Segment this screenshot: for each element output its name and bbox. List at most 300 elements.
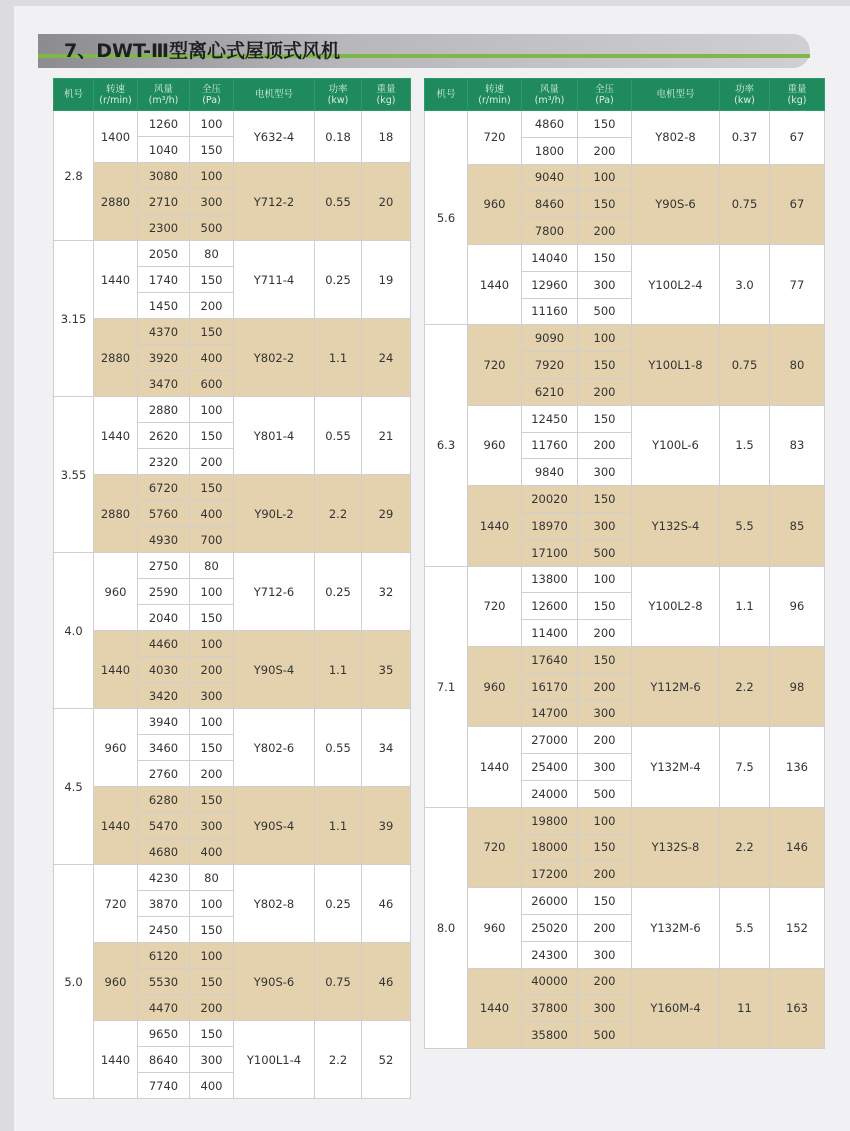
pressure-cell: 100 bbox=[578, 164, 632, 191]
airflow-cell: 3420 bbox=[138, 683, 190, 709]
airflow-cell: 4680 bbox=[138, 839, 190, 865]
pressure-cell: 150 bbox=[578, 244, 632, 271]
table-header-row bbox=[54, 79, 411, 111]
power-cell: 5.5 bbox=[720, 888, 770, 968]
table-row bbox=[425, 968, 825, 995]
pressure-cell: 300 bbox=[578, 941, 632, 968]
airflow-cell: 20020 bbox=[522, 486, 578, 513]
airflow-cell: 2750 bbox=[138, 553, 190, 579]
weight-cell: 96 bbox=[770, 566, 825, 646]
machine-no-cell: 2.8 bbox=[54, 111, 94, 241]
speed-cell: 960 bbox=[94, 553, 138, 631]
weight-cell: 21 bbox=[362, 397, 411, 475]
power-cell: 2.2 bbox=[315, 475, 362, 553]
weight-cell: 35 bbox=[362, 631, 411, 709]
table-row bbox=[54, 111, 411, 137]
machine-no-cell: 3.55 bbox=[54, 397, 94, 553]
table-row bbox=[425, 111, 825, 138]
airflow-cell: 1740 bbox=[138, 267, 190, 293]
airflow-cell: 2040 bbox=[138, 605, 190, 631]
airflow-cell: 2050 bbox=[138, 241, 190, 267]
airflow-cell: 2320 bbox=[138, 449, 190, 475]
power-cell: 0.55 bbox=[315, 163, 362, 241]
header-speed: 转速 (r/min) bbox=[468, 79, 522, 111]
speed-cell: 1440 bbox=[468, 244, 522, 324]
pressure-cell: 500 bbox=[190, 215, 234, 241]
table-row bbox=[425, 325, 825, 352]
pressure-cell: 400 bbox=[190, 501, 234, 527]
weight-cell: 24 bbox=[362, 319, 411, 397]
airflow-cell: 12960 bbox=[522, 271, 578, 298]
machine-no-cell: 4.5 bbox=[54, 709, 94, 865]
weight-cell: 98 bbox=[770, 646, 825, 726]
header-weight: 重量 (kg) bbox=[770, 79, 825, 111]
weight-cell: 136 bbox=[770, 727, 825, 807]
airflow-cell: 3470 bbox=[138, 371, 190, 397]
pressure-cell: 150 bbox=[190, 605, 234, 631]
airflow-cell: 3940 bbox=[138, 709, 190, 735]
airflow-cell: 4370 bbox=[138, 319, 190, 345]
weight-cell: 18 bbox=[362, 111, 411, 163]
motor-model-cell: Y100L2-4 bbox=[632, 244, 720, 324]
pressure-cell: 150 bbox=[190, 267, 234, 293]
airflow-cell: 12450 bbox=[522, 405, 578, 432]
machine-no-cell: 8.0 bbox=[425, 807, 468, 1048]
motor-model-cell: Y711-4 bbox=[234, 241, 315, 319]
table-row bbox=[54, 397, 411, 423]
power-cell: 5.5 bbox=[720, 486, 770, 566]
pressure-cell: 100 bbox=[190, 111, 234, 137]
pressure-cell: 150 bbox=[190, 1021, 234, 1047]
table-row bbox=[425, 566, 825, 593]
pressure-cell: 300 bbox=[578, 700, 632, 727]
power-cell: 0.75 bbox=[315, 943, 362, 1021]
airflow-cell: 11160 bbox=[522, 298, 578, 325]
pressure-cell: 300 bbox=[190, 189, 234, 215]
power-cell: 2.2 bbox=[315, 1021, 362, 1099]
power-cell: 0.25 bbox=[315, 865, 362, 943]
weight-cell: 46 bbox=[362, 943, 411, 1021]
pressure-cell: 400 bbox=[190, 1073, 234, 1099]
table-row bbox=[54, 475, 411, 501]
speed-cell: 2880 bbox=[94, 475, 138, 553]
header-motor-model: 电机型号 bbox=[234, 79, 315, 111]
airflow-cell: 24300 bbox=[522, 941, 578, 968]
pressure-cell: 200 bbox=[190, 657, 234, 683]
airflow-cell: 19800 bbox=[522, 807, 578, 834]
airflow-cell: 8460 bbox=[522, 191, 578, 218]
machine-no-cell: 4.0 bbox=[54, 553, 94, 709]
weight-cell: 80 bbox=[770, 325, 825, 405]
motor-model-cell: Y132S-8 bbox=[632, 807, 720, 887]
airflow-cell: 4460 bbox=[138, 631, 190, 657]
airflow-cell: 37800 bbox=[522, 995, 578, 1022]
pressure-cell: 100 bbox=[190, 891, 234, 917]
motor-model-cell: Y90L-2 bbox=[234, 475, 315, 553]
header-airflow: 风量 (m³/h) bbox=[522, 79, 578, 111]
pressure-cell: 150 bbox=[578, 593, 632, 620]
table-row bbox=[425, 486, 825, 513]
airflow-cell: 4930 bbox=[138, 527, 190, 553]
weight-cell: 83 bbox=[770, 405, 825, 485]
weight-cell: 32 bbox=[362, 553, 411, 631]
airflow-cell: 13800 bbox=[522, 566, 578, 593]
motor-model-cell: Y801-4 bbox=[234, 397, 315, 475]
airflow-cell: 14040 bbox=[522, 244, 578, 271]
airflow-cell: 7920 bbox=[522, 352, 578, 379]
airflow-cell: 4860 bbox=[522, 111, 578, 138]
weight-cell: 67 bbox=[770, 164, 825, 244]
airflow-cell: 3460 bbox=[138, 735, 190, 761]
motor-model-cell: Y132M-4 bbox=[632, 727, 720, 807]
table-row bbox=[54, 319, 411, 345]
table-row bbox=[54, 163, 411, 189]
table-row bbox=[54, 709, 411, 735]
airflow-cell: 1800 bbox=[522, 137, 578, 164]
speed-cell: 720 bbox=[468, 325, 522, 405]
speed-cell: 1440 bbox=[468, 486, 522, 566]
motor-model-cell: Y90S-4 bbox=[234, 787, 315, 865]
table-row bbox=[425, 244, 825, 271]
power-cell: 2.2 bbox=[720, 807, 770, 887]
power-cell: 3.0 bbox=[720, 244, 770, 324]
table-row bbox=[54, 865, 411, 891]
motor-model-cell: Y632-4 bbox=[234, 111, 315, 163]
airflow-cell: 35800 bbox=[522, 1022, 578, 1049]
table-row bbox=[54, 553, 411, 579]
weight-cell: 46 bbox=[362, 865, 411, 943]
motor-model-cell: Y132M-6 bbox=[632, 888, 720, 968]
motor-model-cell: Y802-2 bbox=[234, 319, 315, 397]
machine-no-cell: 6.3 bbox=[425, 325, 468, 566]
pressure-cell: 200 bbox=[578, 673, 632, 700]
header-power: 功率 (kw) bbox=[315, 79, 362, 111]
airflow-cell: 6280 bbox=[138, 787, 190, 813]
airflow-cell: 25400 bbox=[522, 754, 578, 781]
power-cell: 1.5 bbox=[720, 405, 770, 485]
airflow-cell: 4470 bbox=[138, 995, 190, 1021]
pressure-cell: 300 bbox=[578, 754, 632, 781]
airflow-cell: 25020 bbox=[522, 914, 578, 941]
airflow-cell: 12600 bbox=[522, 593, 578, 620]
power-cell: 2.2 bbox=[720, 646, 770, 726]
airflow-cell: 2620 bbox=[138, 423, 190, 449]
pressure-cell: 150 bbox=[190, 787, 234, 813]
speed-cell: 1440 bbox=[94, 241, 138, 319]
pressure-cell: 80 bbox=[190, 241, 234, 267]
table-row bbox=[54, 1021, 411, 1047]
power-cell: 1.1 bbox=[315, 787, 362, 865]
speed-cell: 1440 bbox=[94, 787, 138, 865]
speed-cell: 960 bbox=[94, 943, 138, 1021]
pressure-cell: 300 bbox=[578, 271, 632, 298]
airflow-cell: 26000 bbox=[522, 888, 578, 915]
motor-model-cell: Y90S-4 bbox=[234, 631, 315, 709]
pressure-cell: 150 bbox=[190, 475, 234, 501]
table-row bbox=[425, 405, 825, 432]
weight-cell: 152 bbox=[770, 888, 825, 968]
pressure-cell: 150 bbox=[578, 111, 632, 138]
speed-cell: 1440 bbox=[94, 397, 138, 475]
pressure-cell: 600 bbox=[190, 371, 234, 397]
pressure-cell: 200 bbox=[578, 727, 632, 754]
airflow-cell: 11760 bbox=[522, 432, 578, 459]
power-cell: 0.25 bbox=[315, 241, 362, 319]
airflow-cell: 6210 bbox=[522, 378, 578, 405]
airflow-cell: 17640 bbox=[522, 646, 578, 673]
header-weight: 重量 (kg) bbox=[362, 79, 411, 111]
pressure-cell: 200 bbox=[190, 761, 234, 787]
pressure-cell: 100 bbox=[190, 943, 234, 969]
pressure-cell: 500 bbox=[578, 780, 632, 807]
pressure-cell: 300 bbox=[190, 813, 234, 839]
speed-cell: 1440 bbox=[94, 631, 138, 709]
motor-model-cell: Y90S-6 bbox=[632, 164, 720, 244]
airflow-cell: 16170 bbox=[522, 673, 578, 700]
spec-table-left bbox=[53, 78, 411, 1099]
pressure-cell: 150 bbox=[578, 888, 632, 915]
section-title-bar bbox=[38, 34, 810, 68]
power-cell: 0.55 bbox=[315, 709, 362, 787]
spec-table-right bbox=[424, 78, 825, 1049]
table-row bbox=[425, 646, 825, 673]
header-machine-no: 机号 bbox=[425, 79, 468, 111]
airflow-cell: 9840 bbox=[522, 459, 578, 486]
pressure-cell: 150 bbox=[578, 486, 632, 513]
airflow-cell: 2710 bbox=[138, 189, 190, 215]
pressure-cell: 150 bbox=[578, 352, 632, 379]
weight-cell: 19 bbox=[362, 241, 411, 319]
header-power: 功率 (kw) bbox=[720, 79, 770, 111]
header-airflow: 风量 (m³/h) bbox=[138, 79, 190, 111]
table-row bbox=[425, 807, 825, 834]
weight-cell: 85 bbox=[770, 486, 825, 566]
pressure-cell: 200 bbox=[190, 293, 234, 319]
pressure-cell: 200 bbox=[578, 968, 632, 995]
motor-model-cell: Y90S-6 bbox=[234, 943, 315, 1021]
pressure-cell: 150 bbox=[578, 191, 632, 218]
pressure-cell: 200 bbox=[190, 449, 234, 475]
power-cell: 0.18 bbox=[315, 111, 362, 163]
airflow-cell: 1260 bbox=[138, 111, 190, 137]
airflow-cell: 2300 bbox=[138, 215, 190, 241]
speed-cell: 720 bbox=[468, 807, 522, 887]
pressure-cell: 500 bbox=[578, 298, 632, 325]
airflow-cell: 5530 bbox=[138, 969, 190, 995]
header-motor-model: 电机型号 bbox=[632, 79, 720, 111]
header-speed: 转速 (r/min) bbox=[94, 79, 138, 111]
pressure-cell: 400 bbox=[190, 839, 234, 865]
section-title: 7、DWT-Ⅲ型离心式屋顶式风机 bbox=[64, 40, 340, 62]
weight-cell: 67 bbox=[770, 111, 825, 165]
pressure-cell: 150 bbox=[190, 423, 234, 449]
pressure-cell: 200 bbox=[190, 995, 234, 1021]
motor-model-cell: Y712-2 bbox=[234, 163, 315, 241]
header-pressure: 全压 (Pa) bbox=[190, 79, 234, 111]
airflow-cell: 18970 bbox=[522, 512, 578, 539]
machine-no-cell: 7.1 bbox=[425, 566, 468, 807]
header-pressure: 全压 (Pa) bbox=[578, 79, 632, 111]
motor-model-cell: Y132S-4 bbox=[632, 486, 720, 566]
pressure-cell: 150 bbox=[190, 319, 234, 345]
pressure-cell: 100 bbox=[578, 807, 632, 834]
pressure-cell: 150 bbox=[190, 917, 234, 943]
pressure-cell: 100 bbox=[578, 325, 632, 352]
pressure-cell: 150 bbox=[578, 405, 632, 432]
pressure-cell: 500 bbox=[578, 1022, 632, 1049]
speed-cell: 960 bbox=[94, 709, 138, 787]
airflow-cell: 11400 bbox=[522, 620, 578, 647]
airflow-cell: 4230 bbox=[138, 865, 190, 891]
airflow-cell: 9090 bbox=[522, 325, 578, 352]
pressure-cell: 300 bbox=[578, 512, 632, 539]
machine-no-cell: 5.6 bbox=[425, 111, 468, 325]
motor-model-cell: Y160M-4 bbox=[632, 968, 720, 1048]
weight-cell: 146 bbox=[770, 807, 825, 887]
motor-model-cell: Y100L2-8 bbox=[632, 566, 720, 646]
power-cell: 11 bbox=[720, 968, 770, 1048]
airflow-cell: 1040 bbox=[138, 137, 190, 163]
pressure-cell: 150 bbox=[190, 735, 234, 761]
weight-cell: 77 bbox=[770, 244, 825, 324]
airflow-cell: 4030 bbox=[138, 657, 190, 683]
weight-cell: 29 bbox=[362, 475, 411, 553]
power-cell: 0.55 bbox=[315, 397, 362, 475]
pressure-cell: 400 bbox=[190, 345, 234, 371]
airflow-cell: 9650 bbox=[138, 1021, 190, 1047]
airflow-cell: 40000 bbox=[522, 968, 578, 995]
table-row bbox=[425, 727, 825, 754]
pressure-cell: 500 bbox=[578, 539, 632, 566]
table-row bbox=[54, 943, 411, 969]
motor-model-cell: Y112M-6 bbox=[632, 646, 720, 726]
pressure-cell: 200 bbox=[578, 137, 632, 164]
speed-cell: 720 bbox=[468, 111, 522, 165]
pressure-cell: 150 bbox=[578, 834, 632, 861]
airflow-cell: 9040 bbox=[522, 164, 578, 191]
table-row bbox=[425, 888, 825, 915]
airflow-cell: 5470 bbox=[138, 813, 190, 839]
airflow-cell: 3920 bbox=[138, 345, 190, 371]
airflow-cell: 5760 bbox=[138, 501, 190, 527]
speed-cell: 2880 bbox=[94, 319, 138, 397]
speed-cell: 720 bbox=[94, 865, 138, 943]
pressure-cell: 700 bbox=[190, 527, 234, 553]
table-row bbox=[54, 631, 411, 657]
airflow-cell: 1450 bbox=[138, 293, 190, 319]
weight-cell: 52 bbox=[362, 1021, 411, 1099]
header-machine-no: 机号 bbox=[54, 79, 94, 111]
airflow-cell: 2450 bbox=[138, 917, 190, 943]
pressure-cell: 200 bbox=[578, 218, 632, 245]
power-cell: 7.5 bbox=[720, 727, 770, 807]
motor-model-cell: Y100L-6 bbox=[632, 405, 720, 485]
airflow-cell: 2880 bbox=[138, 397, 190, 423]
airflow-cell: 24000 bbox=[522, 780, 578, 807]
speed-cell: 960 bbox=[468, 164, 522, 244]
pressure-cell: 300 bbox=[578, 459, 632, 486]
table-row bbox=[54, 787, 411, 813]
table-header-row bbox=[425, 79, 825, 111]
speed-cell: 1440 bbox=[468, 727, 522, 807]
airflow-cell: 3080 bbox=[138, 163, 190, 189]
speed-cell: 2880 bbox=[94, 163, 138, 241]
pressure-cell: 150 bbox=[190, 137, 234, 163]
weight-cell: 39 bbox=[362, 787, 411, 865]
pressure-cell: 100 bbox=[190, 709, 234, 735]
table-row bbox=[54, 241, 411, 267]
motor-model-cell: Y802-8 bbox=[632, 111, 720, 165]
pressure-cell: 200 bbox=[578, 914, 632, 941]
airflow-cell: 18000 bbox=[522, 834, 578, 861]
airflow-cell: 17100 bbox=[522, 539, 578, 566]
machine-no-cell: 3.15 bbox=[54, 241, 94, 397]
power-cell: 0.37 bbox=[720, 111, 770, 165]
power-cell: 1.1 bbox=[720, 566, 770, 646]
motor-model-cell: Y100L1-8 bbox=[632, 325, 720, 405]
pressure-cell: 300 bbox=[190, 1047, 234, 1073]
motor-model-cell: Y712-6 bbox=[234, 553, 315, 631]
airflow-cell: 14700 bbox=[522, 700, 578, 727]
airflow-cell: 7740 bbox=[138, 1073, 190, 1099]
airflow-cell: 8640 bbox=[138, 1047, 190, 1073]
airflow-cell: 6720 bbox=[138, 475, 190, 501]
pressure-cell: 80 bbox=[190, 553, 234, 579]
pressure-cell: 150 bbox=[578, 646, 632, 673]
airflow-cell: 2590 bbox=[138, 579, 190, 605]
weight-cell: 34 bbox=[362, 709, 411, 787]
speed-cell: 720 bbox=[468, 566, 522, 646]
pressure-cell: 80 bbox=[190, 865, 234, 891]
table-row bbox=[425, 164, 825, 191]
weight-cell: 20 bbox=[362, 163, 411, 241]
power-cell: 0.75 bbox=[720, 164, 770, 244]
pressure-cell: 200 bbox=[578, 378, 632, 405]
pressure-cell: 100 bbox=[190, 397, 234, 423]
power-cell: 1.1 bbox=[315, 631, 362, 709]
airflow-cell: 7800 bbox=[522, 218, 578, 245]
pressure-cell: 150 bbox=[190, 969, 234, 995]
speed-cell: 960 bbox=[468, 888, 522, 968]
speed-cell: 960 bbox=[468, 646, 522, 726]
pressure-cell: 200 bbox=[578, 620, 632, 647]
airflow-cell: 3870 bbox=[138, 891, 190, 917]
machine-no-cell: 5.0 bbox=[54, 865, 94, 1099]
airflow-cell: 17200 bbox=[522, 861, 578, 888]
pressure-cell: 100 bbox=[190, 579, 234, 605]
pressure-cell: 100 bbox=[190, 163, 234, 189]
speed-cell: 960 bbox=[468, 405, 522, 485]
power-cell: 0.75 bbox=[720, 325, 770, 405]
pressure-cell: 300 bbox=[190, 683, 234, 709]
airflow-cell: 6120 bbox=[138, 943, 190, 969]
speed-cell: 1440 bbox=[468, 968, 522, 1048]
speed-cell: 1400 bbox=[94, 111, 138, 163]
motor-model-cell: Y802-8 bbox=[234, 865, 315, 943]
pressure-cell: 200 bbox=[578, 432, 632, 459]
speed-cell: 1440 bbox=[94, 1021, 138, 1099]
pressure-cell: 200 bbox=[578, 861, 632, 888]
power-cell: 0.25 bbox=[315, 553, 362, 631]
motor-model-cell: Y100L1-4 bbox=[234, 1021, 315, 1099]
motor-model-cell: Y802-6 bbox=[234, 709, 315, 787]
pressure-cell: 300 bbox=[578, 995, 632, 1022]
airflow-cell: 27000 bbox=[522, 727, 578, 754]
weight-cell: 163 bbox=[770, 968, 825, 1048]
pressure-cell: 100 bbox=[190, 631, 234, 657]
pressure-cell: 100 bbox=[578, 566, 632, 593]
airflow-cell: 2760 bbox=[138, 761, 190, 787]
